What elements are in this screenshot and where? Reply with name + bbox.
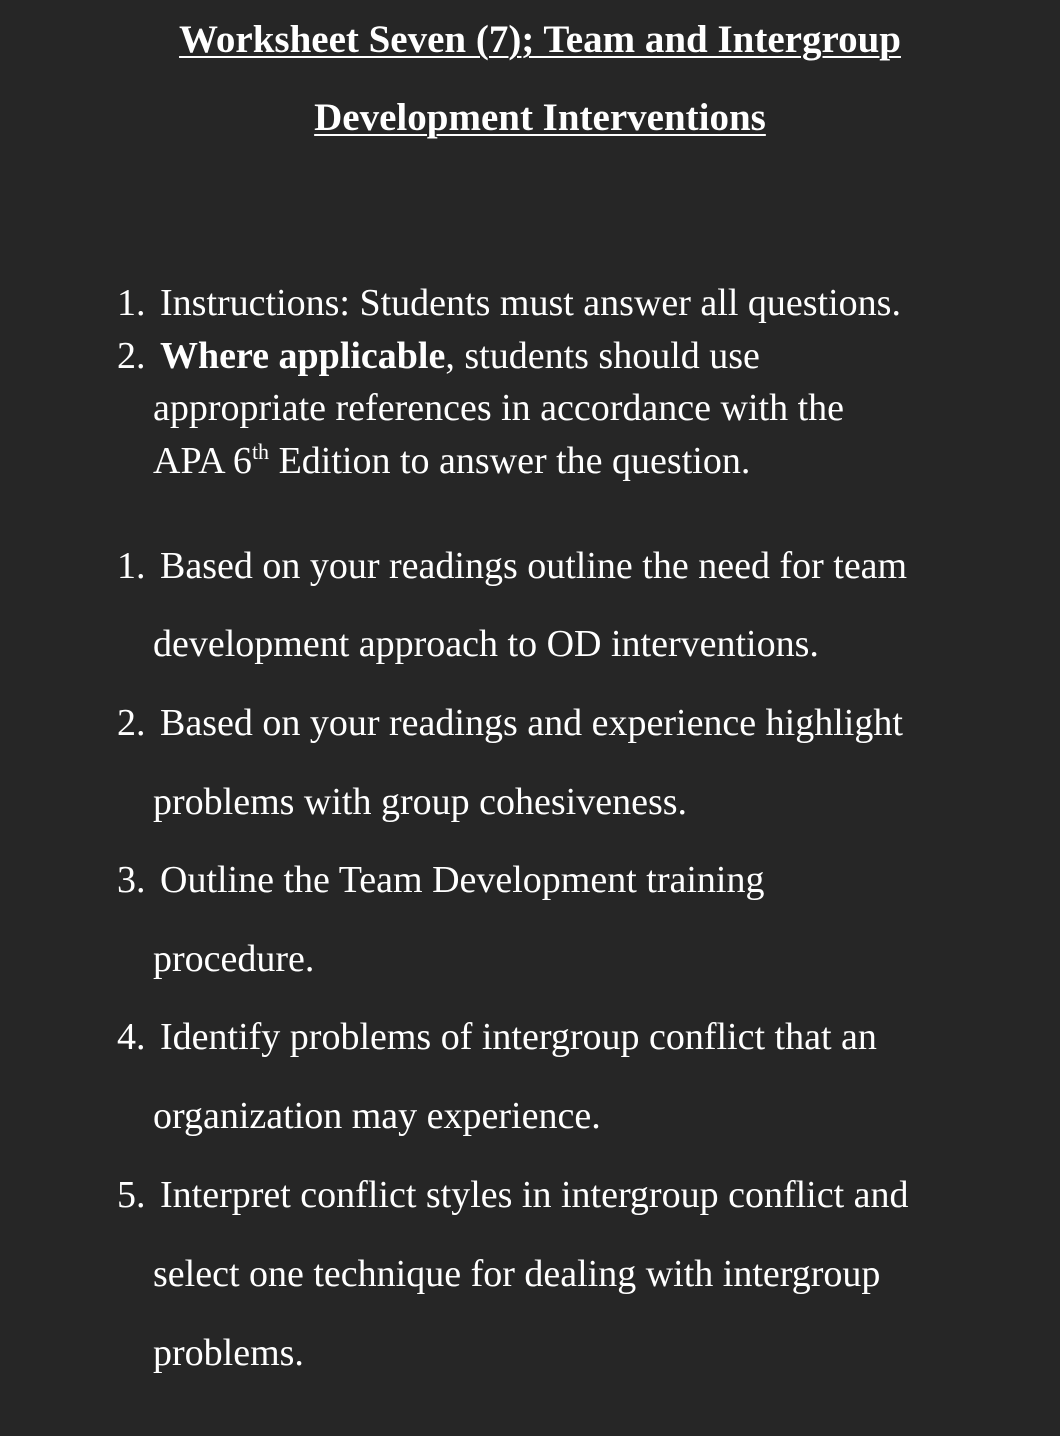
instruction-apa: APA 6: [153, 440, 252, 482]
instruction-text-line-1: [160, 337, 760, 375]
question-text-line-1: Identify problems of intergroup conflict that an: [160, 1016, 877, 1058]
instruction-text: Instructions: Students must answer all questions.: [160, 282, 901, 324]
question-number: 5.: [117, 1174, 146, 1216]
question-text-line-3: problems.: [153, 1332, 304, 1374]
instruction-text-line-3: [153, 439, 751, 482]
instruction-rest: , students should use: [445, 335, 760, 377]
question-text-line-1: Based on your readings and experience highlight: [160, 702, 903, 744]
instruction-bold-lead: Where applicable: [160, 335, 446, 377]
instruction-number: 2.: [117, 335, 146, 377]
question-text-line-2: organization may experience.: [153, 1095, 601, 1137]
question-number: 4.: [117, 1016, 146, 1058]
question-number: 3.: [117, 859, 146, 901]
question-text-line-2: problems with group cohesiveness.: [153, 781, 688, 823]
question-text-line-1: Based on your readings outline the need for team: [160, 545, 908, 587]
instruction-text-line-2: appropriate references in accordance with the: [153, 387, 844, 429]
worksheet-title-line-2: Development Interventions: [314, 96, 766, 139]
instruction-edition: Edition to answer the question.: [269, 440, 751, 482]
question-text-line-2: procedure.: [153, 938, 315, 980]
question-number: 2.: [117, 702, 146, 744]
question-text-line-1: Outline the Team Development training: [160, 859, 765, 901]
question-text-line-2: development approach to OD interventions.: [153, 623, 819, 665]
question-text-line-2: select one technique for dealing with intergroup: [153, 1253, 881, 1295]
instruction-number: 1.: [117, 282, 146, 324]
question-text-line-1: Interpret conflict styles in intergroup conflict and: [160, 1174, 909, 1216]
ordinal-superscript: th: [251, 439, 270, 464]
question-number: 1.: [117, 545, 146, 587]
worksheet-title-line-1: Worksheet Seven (7); Team and Intergroup: [179, 18, 901, 61]
